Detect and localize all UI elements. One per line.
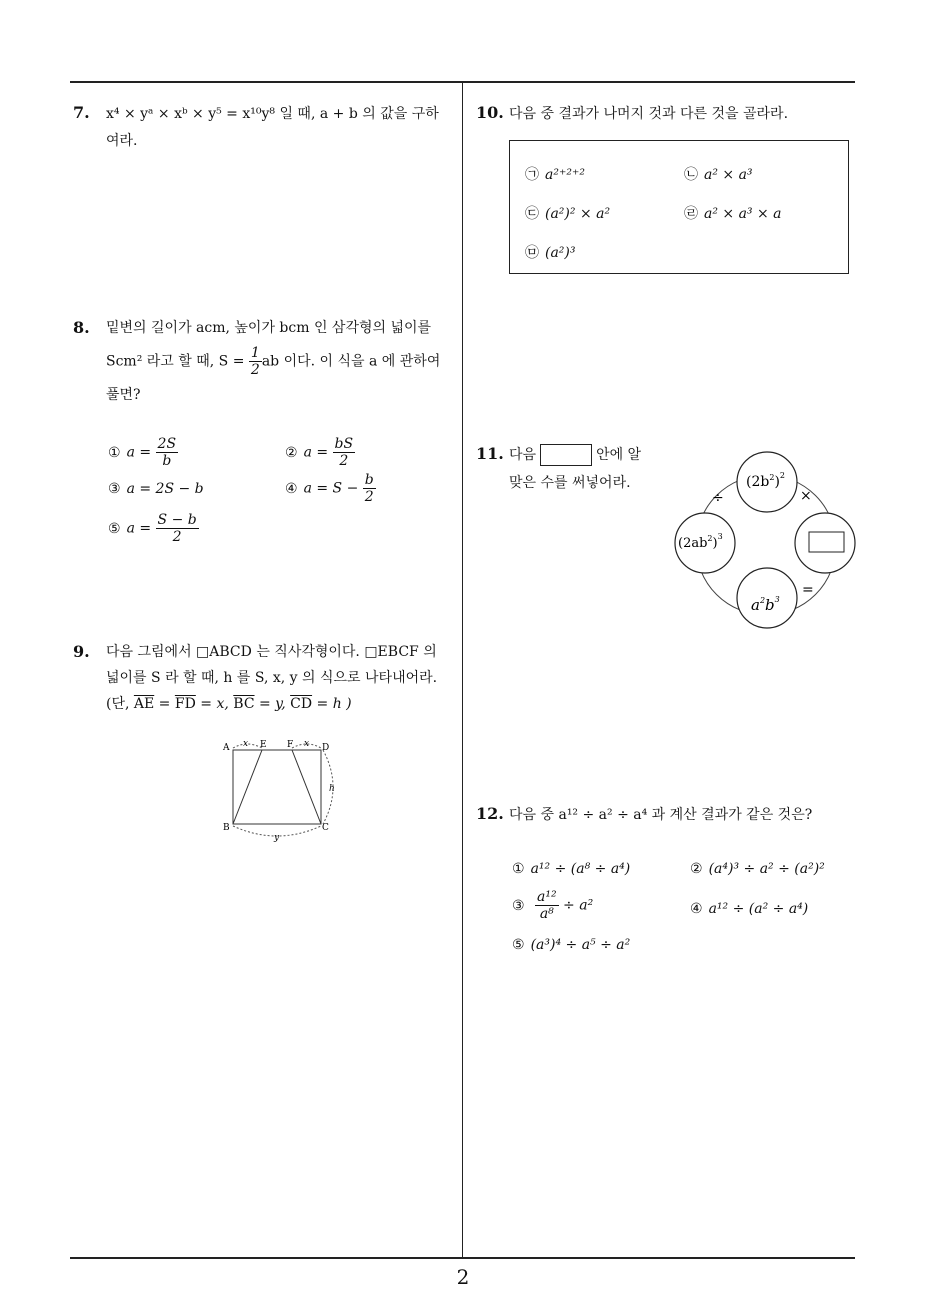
item-mark: ㉤ [525,245,539,261]
question-8-option-4[interactable] [285,472,376,505]
question-8-option-3[interactable] [108,479,204,499]
question-10-item-1[interactable] [525,165,585,185]
question-10-item-4[interactable] [684,204,782,224]
question-10-text: 다음 중 결과가 나머지 것과 다른 것을 골라라. [509,106,789,122]
diagram-answer-box [809,532,844,552]
question-11-line-2: 맞은 수를 써넣어라. [509,475,631,491]
fraction-numerator: b [364,472,374,488]
column-divider [462,82,463,1259]
bottom-rule [70,1257,855,1259]
question-10-item-2[interactable] [684,165,753,185]
question-8-option-5[interactable] [108,512,199,545]
fraction-denominator: 2 [339,453,349,469]
question-8-line-2-end: ab 이다. 이 식을 a 에 관하여 [261,353,441,370]
h-part: = h ) [312,696,352,712]
line-1-start: 다음 [509,447,537,463]
fraction-numerator: 1 [250,345,260,361]
y-part: = y, [254,696,291,712]
question-8-half-fraction [249,345,262,378]
fraction-numerator: 2S [157,436,177,452]
segment-bc: $\overline{BC}$ [233,696,255,712]
question-8-option-2[interactable] [285,436,355,469]
fraction-denominator: 2 [250,362,260,378]
bottom-node-label: $a^2b^3$ [751,595,780,614]
option-prefix: a = [126,444,152,461]
option-prefix: a = [303,444,329,461]
fraction-numerator: a¹² [537,889,557,905]
option-prefix: a = [126,520,152,537]
question-11-cycle-diagram [668,448,863,638]
question-12-option-4[interactable] [690,899,808,919]
fraction-numerator: S − b [157,512,197,528]
option-fraction [535,889,559,922]
item-expression: a² × a³ [704,167,753,183]
question-8-line-3: 풀면? [106,387,141,403]
option-mark: ④ [690,901,703,917]
question-10-item-3[interactable] [525,204,610,224]
question-8-line-2 [106,345,440,378]
option-mark: ⑤ [512,937,525,953]
vertex-f-label: F [287,740,294,750]
option-text: a¹² ÷ (a² ÷ a⁴) [708,901,809,917]
item-mark: ㉣ [684,206,698,222]
multiply-sign: × [800,488,812,504]
option-mark: ③ [512,897,525,914]
vertex-e-label: E [260,740,267,750]
equals-sign: = [802,582,814,598]
x-label-left: x [243,739,249,749]
vertex-d-label: D [322,743,330,753]
question-10-item-5[interactable] [525,243,576,263]
segment-cd: $\overline{CD}$ [290,696,313,712]
item-mark: ㉢ [525,206,539,222]
left-node-label: $(2ab^2)^3$ [678,532,723,551]
item-expression: (a²)² × a² [545,206,611,222]
item-mark: ㉠ [525,167,539,183]
fraction-denominator: b [162,453,172,469]
question-12-option-1[interactable] [512,859,630,879]
answer-blank-box[interactable] [540,444,592,466]
x-label-right: x [304,739,310,749]
option-mark: ③ [108,481,121,497]
option-fraction [156,436,179,469]
line-3-prefix: (단, [106,696,130,712]
item-mark: ㉡ [684,167,698,183]
item-expression: (a²)³ [545,245,576,261]
top-node-label: $(2b^2)^2$ [746,471,785,490]
item-expression: a²⁺²⁺² [545,167,585,183]
option-suffix: ÷ a² [563,897,594,914]
option-text: (a⁴)³ ÷ a² ÷ (a²)² [708,861,825,877]
question-8-line-2-start: Scm² 라고 할 때, S = [106,353,245,370]
question-10-number: 10. [476,103,504,122]
option-mark: ⑤ [108,520,121,537]
fraction-numerator: bS [334,436,354,452]
vertex-c-label: C [322,823,329,833]
question-12-option-2[interactable] [690,859,825,879]
option-prefix: a = S − [303,480,359,497]
option-text: a = 2S − b [126,481,204,497]
question-12-option-5[interactable] [512,935,630,955]
question-9-line-1: 다음 그림에서 □ABCD 는 직사각형이다. □EBCF 의 [106,644,437,660]
question-7-line-2: 여라. [106,133,138,149]
option-fraction [363,472,376,505]
fraction-denominator: 2 [364,489,374,505]
question-9-rectangle-figure [215,734,350,844]
vertex-b-label: B [223,823,230,833]
fraction-denominator: 2 [172,529,182,545]
question-9-line-3 [106,689,352,719]
question-11-number: 11. [476,444,504,463]
question-7-line-1: x⁴ × yᵃ × xᵇ × y⁵ = x¹⁰y⁸ 일 때, a + b 의 값을 구하 [106,106,439,122]
question-11-line-1 [509,440,641,470]
fraction-denominator: a⁸ [539,906,554,922]
question-12-option-3[interactable] [512,889,593,922]
y-label: y [274,833,280,843]
question-8-number: 8. [73,318,90,337]
segment-ae: $\overline{AE}$ [133,696,155,712]
page-number: 2 [456,1265,470,1289]
option-text: a¹² ÷ (a⁸ ÷ a⁴) [530,861,631,877]
option-fraction [333,436,356,469]
option-mark: ④ [285,480,298,497]
divide-sign: ÷ [712,490,724,506]
option-mark: ② [285,444,298,461]
item-expression: a² × a³ × a [704,206,782,222]
question-7-number: 7. [73,103,90,122]
option-text: (a³)⁴ ÷ a⁵ ÷ a² [530,937,631,953]
x-part: = x, [195,696,234,712]
question-12-number: 12. [476,804,504,823]
segment-fd: $\overline{FD}$ [174,696,196,712]
option-mark: ① [108,444,121,461]
question-8-line-1: 밑변의 길이가 acm, 높이가 bcm 인 삼각형의 넓이를 [106,320,432,336]
line-1-end: 안에 알 [596,447,642,463]
h-label: h [329,784,335,794]
option-mark: ② [690,861,703,877]
equals-sign: = [154,696,175,712]
question-9-line-2: 넓이를 S 라 할 때, h 를 S, x, y 의 식으로 나타내어라. [106,670,438,686]
question-9-number: 9. [73,642,90,661]
question-12-text: 다음 중 a¹² ÷ a² ÷ a⁴ 과 계산 결과가 같은 것은? [509,807,813,823]
option-mark: ① [512,861,525,877]
question-8-option-1[interactable] [108,436,178,469]
vertex-a-label: A [223,743,230,753]
option-fraction [156,512,199,545]
